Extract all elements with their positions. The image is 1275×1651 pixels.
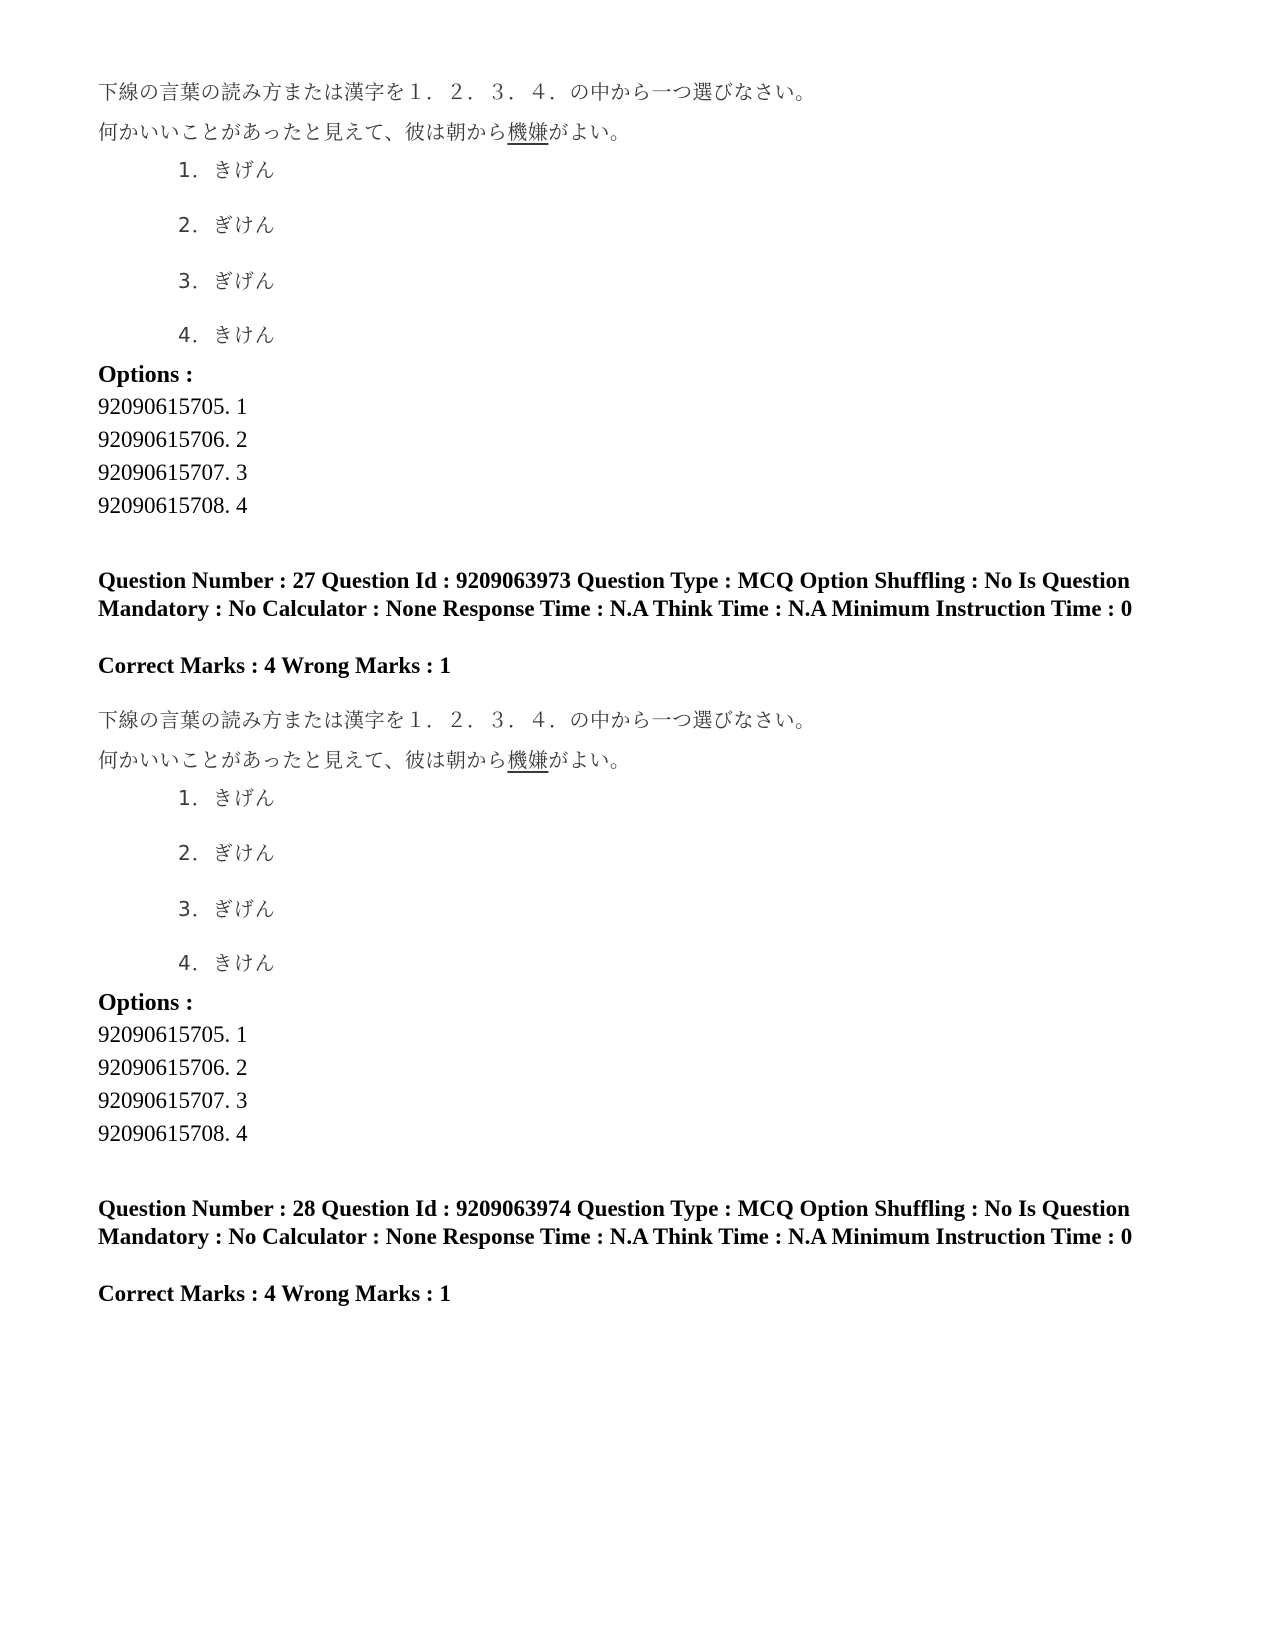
options-title: Options :: [98, 362, 194, 388]
question-meta: Question Number : 27 Question Id : 9209063973 Question Type : MCQ Option Shuffling : No Is Question Mandatory : No Calculator : None Response Time : N.A Think Time : N.A Minimum Instruction Time : 0: [98, 568, 1133, 621]
sentence-underlined: 機嫌: [507, 748, 549, 772]
option-item: 92090615708. 4: [98, 493, 248, 518]
option-item: 92090615707. 3: [98, 1088, 248, 1113]
question-meta: Question Number : 28 Question Id : 9209063974 Question Type : MCQ Option Shuffling : No Is Question Mandatory : No Calculator : None Response Time : N.A Think Time : N.A Minimum Instruction Time : 0: [98, 1196, 1133, 1249]
question-instruction: 下線の言葉の読み方または漢字を１．２．３．４．の中から一つ選びなさい。: [98, 708, 816, 732]
option-item: 92090615707. 3: [98, 460, 248, 485]
choice-1: 1．きげん: [178, 786, 276, 810]
option-item: 92090615705. 1: [98, 394, 248, 419]
options-title: Options :: [98, 990, 194, 1016]
sentence-underlined: 機嫌: [507, 120, 549, 144]
choice-3: 3．ぎげん: [178, 269, 276, 293]
question-sentence: [98, 744, 630, 773]
choice-3: 3．ぎげん: [178, 897, 276, 921]
question-sentence: [98, 116, 630, 145]
option-item: 92090615706. 2: [98, 1055, 248, 1080]
option-item: 92090615708. 4: [98, 1121, 248, 1146]
choice-2: 2．ぎけん: [178, 213, 276, 237]
question-instruction: 下線の言葉の読み方または漢字を１．２．３．４．の中から一つ選びなさい。: [98, 80, 816, 104]
choice-2: 2．ぎけん: [178, 841, 276, 865]
option-item: 92090615706. 2: [98, 427, 248, 452]
sentence-after: がよい。: [548, 748, 631, 772]
choice-4: 4．きけん: [178, 323, 276, 347]
sentence-before: 何かいいことがあったと見えて、彼は朝から: [98, 120, 508, 144]
question-marks: Correct Marks : 4 Wrong Marks : 1: [98, 653, 451, 678]
question-marks: Correct Marks : 4 Wrong Marks : 1: [98, 1281, 451, 1306]
choice-1: 1．きげん: [178, 158, 276, 182]
choice-4: 4．きけん: [178, 951, 276, 975]
option-item: 92090615705. 1: [98, 1022, 248, 1047]
sentence-after: がよい。: [548, 120, 631, 144]
sentence-before: 何かいいことがあったと見えて、彼は朝から: [98, 748, 508, 772]
